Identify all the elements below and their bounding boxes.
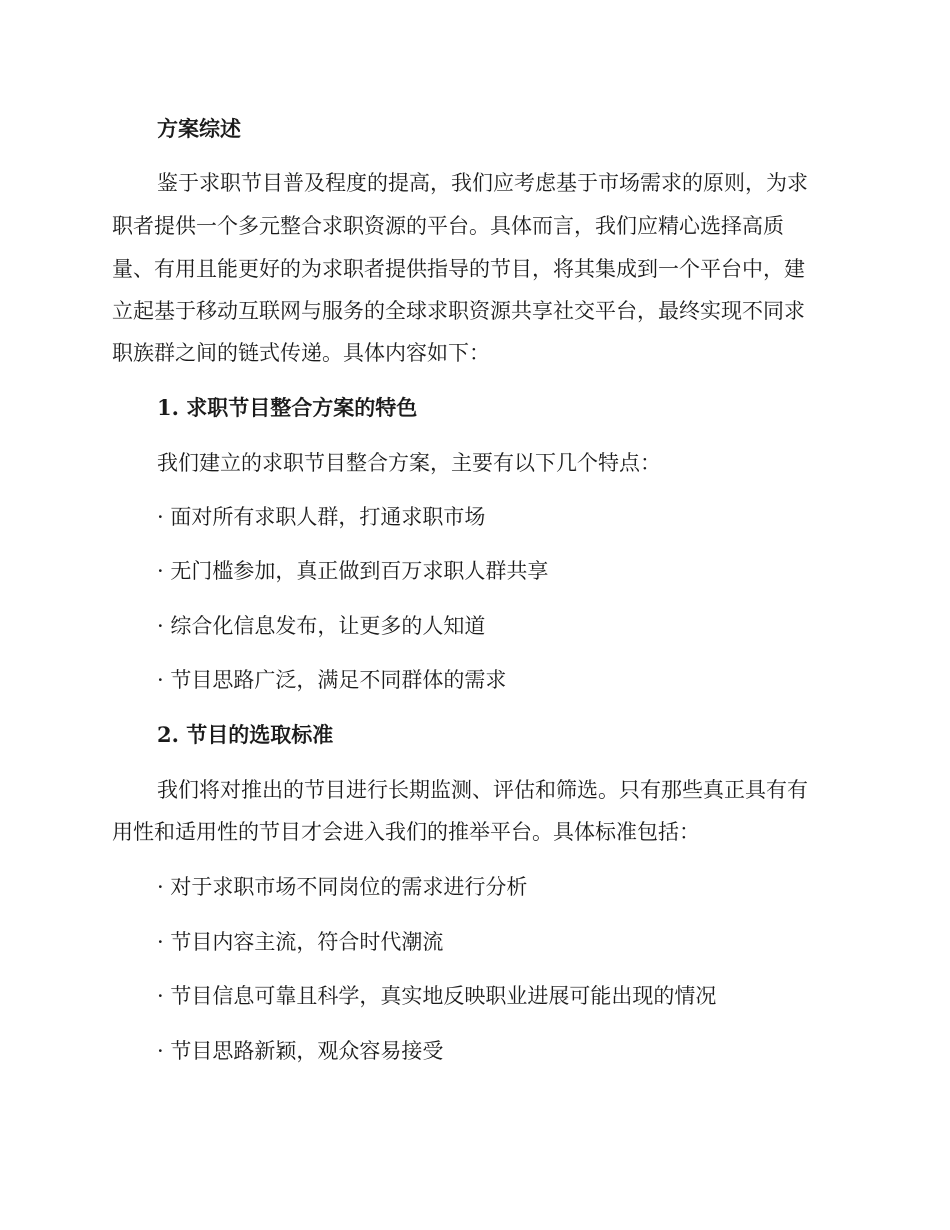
section1-bullet-3: · 综合化信息发布，让更多的人知道 <box>157 614 486 638</box>
section1-bullet-2: · 无门槛参加，真正做到百万求职人群共享 <box>157 559 549 583</box>
intro-line-4: 立起基于移动互联网与服务的全球求职资源共享社交平台，最终实现不同求 <box>112 299 805 323</box>
intro-line-5: 职族群之间的链式传递。具体内容如下： <box>112 341 490 365</box>
intro-line-3: 量、有用且能更好的为求职者提供指导的节目，将其集成到一个平台中，建 <box>112 257 805 281</box>
section2-bullet-4: · 节目思路新颖，观众容易接受 <box>157 1039 444 1063</box>
section2-bullet-1: · 对于求职市场不同岗位的需求进行分析 <box>157 875 528 899</box>
section2-bullet-3: · 节目信息可靠且科学，真实地反映职业进展可能出现的情况 <box>157 984 717 1008</box>
section1-bullet-4: · 节目思路广泛，满足不同群体的需求 <box>157 668 507 692</box>
section1-lead: 我们建立的求职节目整合方案，主要有以下几个特点： <box>157 451 661 475</box>
section2-para-line-2: 用性和适用性的节目才会进入我们的推举平台。具体标准包括： <box>112 820 700 844</box>
section2-para-line-1: 我们将对推出的节目进行长期监测、评估和筛选。只有那些真正具有有 <box>157 778 808 802</box>
section1-bullet-1: · 面对所有求职人群，打通求职市场 <box>157 505 486 529</box>
section-title: 方案综述 <box>157 116 241 141</box>
intro-line-2: 职者提供一个多元整合求职资源的平台。具体而言，我们应精心选择高质 <box>112 214 784 238</box>
section2-bullet-2: · 节目内容主流，符合时代潮流 <box>157 930 444 954</box>
intro-line-1: 鉴于求职节目普及程度的提高，我们应考虑基于市场需求的原则，为求 <box>157 171 808 195</box>
section2-heading: 2. 节目的选取标准 <box>157 722 334 747</box>
section1-heading: 1. 求职节目整合方案的特色 <box>157 395 418 420</box>
